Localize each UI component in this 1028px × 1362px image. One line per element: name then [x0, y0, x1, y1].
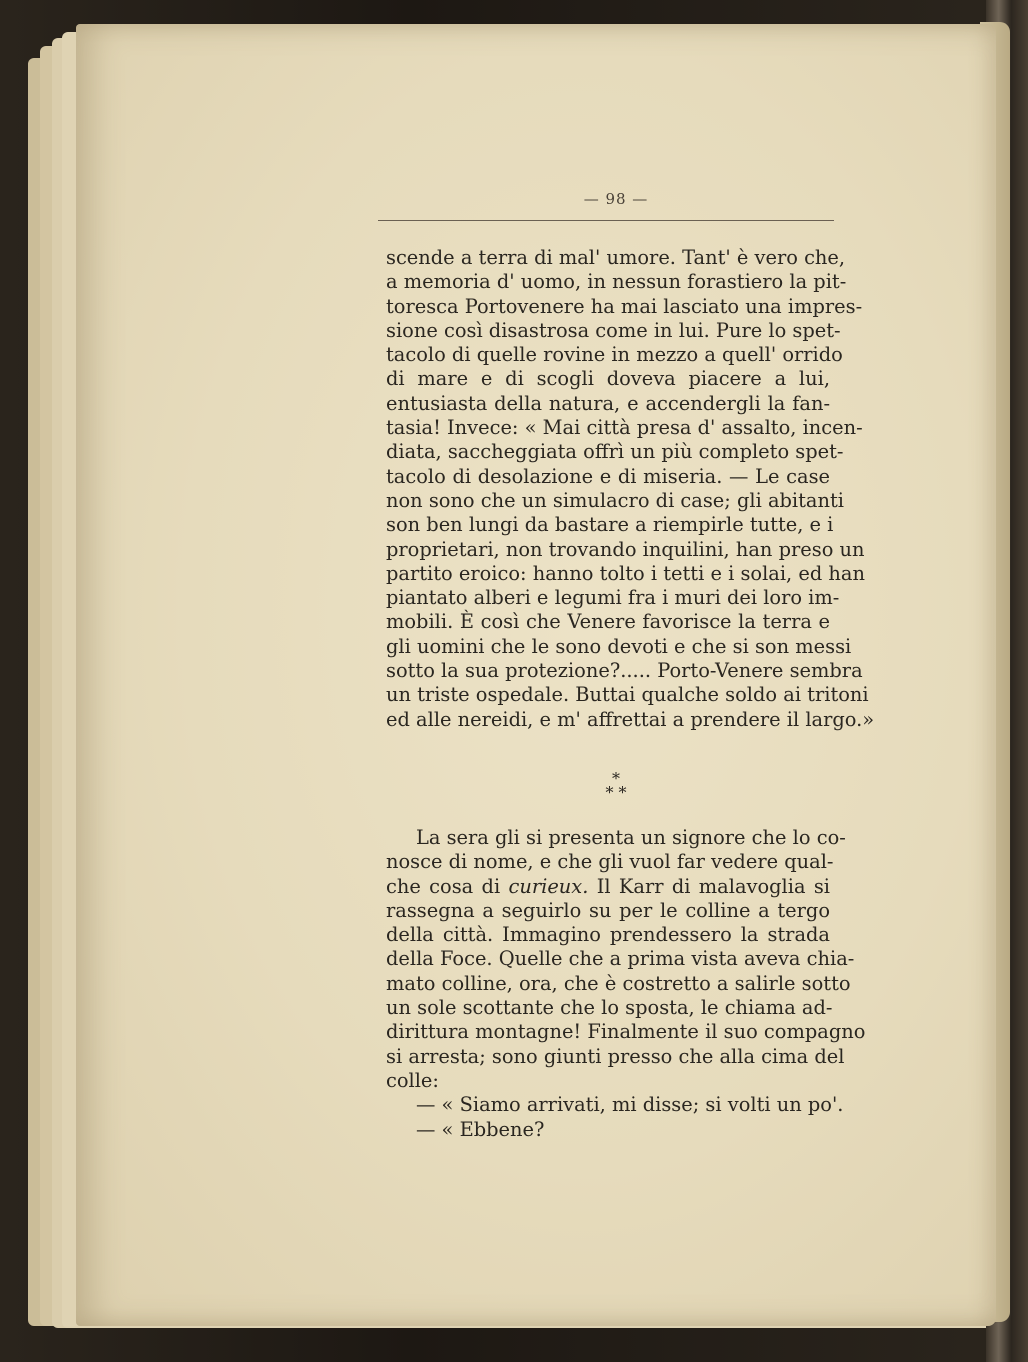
text-line: tasia! Invece: « Mai città presa d' assalto, incen-: [386, 416, 863, 440]
text-line: nosce di nome, e che gli vuol far vedere qual-: [386, 850, 834, 874]
text-line: La sera gli si presenta un signore che lo co-: [416, 826, 846, 849]
text-line: si arresta; sono giunti presso che alla cima del: [386, 1044, 845, 1068]
text-line: di mare e di scogli doveva piacere a lui,: [386, 367, 830, 391]
text-fragment: che cosa di: [386, 874, 509, 898]
text-line: dirittura montagne! Finalmente il suo compagno: [386, 1020, 866, 1044]
book-page: [76, 24, 996, 1326]
text-line: della città. Immagino prendessero la strada: [386, 923, 830, 947]
section-break-asterism: [76, 769, 996, 802]
text-line: sione così disastrosa come in lui. Pure lo spet-: [386, 318, 841, 342]
text-line: sotto la sua protezione?..... Porto-Venere sembra: [386, 659, 863, 683]
text-line: un sole scottante che lo sposta, le chiama ad-: [386, 996, 833, 1020]
text-line: rassegna a seguirlo su per le colline a tergo: [386, 898, 830, 922]
text-line: piantato alberi e legumi fra i muri dei loro im-: [386, 586, 840, 610]
text-line: un triste ospedale. Buttai qualche soldo ai tritoni: [386, 683, 869, 707]
dialog-line: — « Siamo arrivati, mi disse; si volti un po'.: [416, 1093, 844, 1117]
paragraph-2: [386, 826, 866, 1142]
text-line: son ben lungi da bastare a riempirle tutte, e i: [386, 513, 834, 537]
asterism-bottom: * *: [605, 783, 627, 802]
text-line: diata, saccheggiata offrì un più completo spet-: [386, 440, 844, 464]
header-rule: [378, 220, 834, 221]
text-line: a memoria d' uomo, in nessun forastiero la pit-: [386, 270, 847, 294]
text-line: tacolo di quelle rovine in mezzo a quell' orrido: [386, 343, 843, 367]
text-line: mobili. È così che Venere favorisce la terra e: [386, 610, 830, 634]
italic-word: curieux.: [508, 874, 589, 898]
text-line-with-italic: [386, 875, 830, 899]
dialog-line: — « Ebbene?: [416, 1117, 545, 1141]
text-line: della Foce. Quelle che a prima vista aveva chia-: [386, 947, 855, 971]
text-fragment: Il Karr di malavoglia si: [588, 874, 830, 898]
paragraph-1: [386, 246, 875, 732]
page-number: — 98 —: [583, 190, 649, 208]
text-line: mato colline, ora, che è costretto a salirle sotto: [386, 971, 851, 995]
text-line: toresca Portovenere ha mai lasciato una impres-: [386, 294, 863, 318]
text-line: colle:: [386, 1068, 439, 1092]
text-line: partito eroico: hanno tolto i tetti e i solai, ed han: [386, 561, 865, 585]
text-line: non sono che un simulacro di case; gli abitanti: [386, 488, 844, 512]
text-line: tacolo di desolazione e di miseria. — Le case: [386, 464, 830, 488]
text-line: entusiasta della natura, e accendergli la fan-: [386, 391, 830, 415]
text-line: gli uomini che le sono devoti e che si son messi: [386, 634, 852, 658]
text-line: proprietari, non trovando inquilini, han preso un: [386, 537, 865, 561]
text-line: scende a terra di mal' umore. Tant' è vero che,: [386, 246, 846, 269]
text-line: ed alle nereidi, e m' affrettai a prendere il largo.»: [386, 707, 875, 731]
asterism-top: *: [612, 769, 620, 788]
